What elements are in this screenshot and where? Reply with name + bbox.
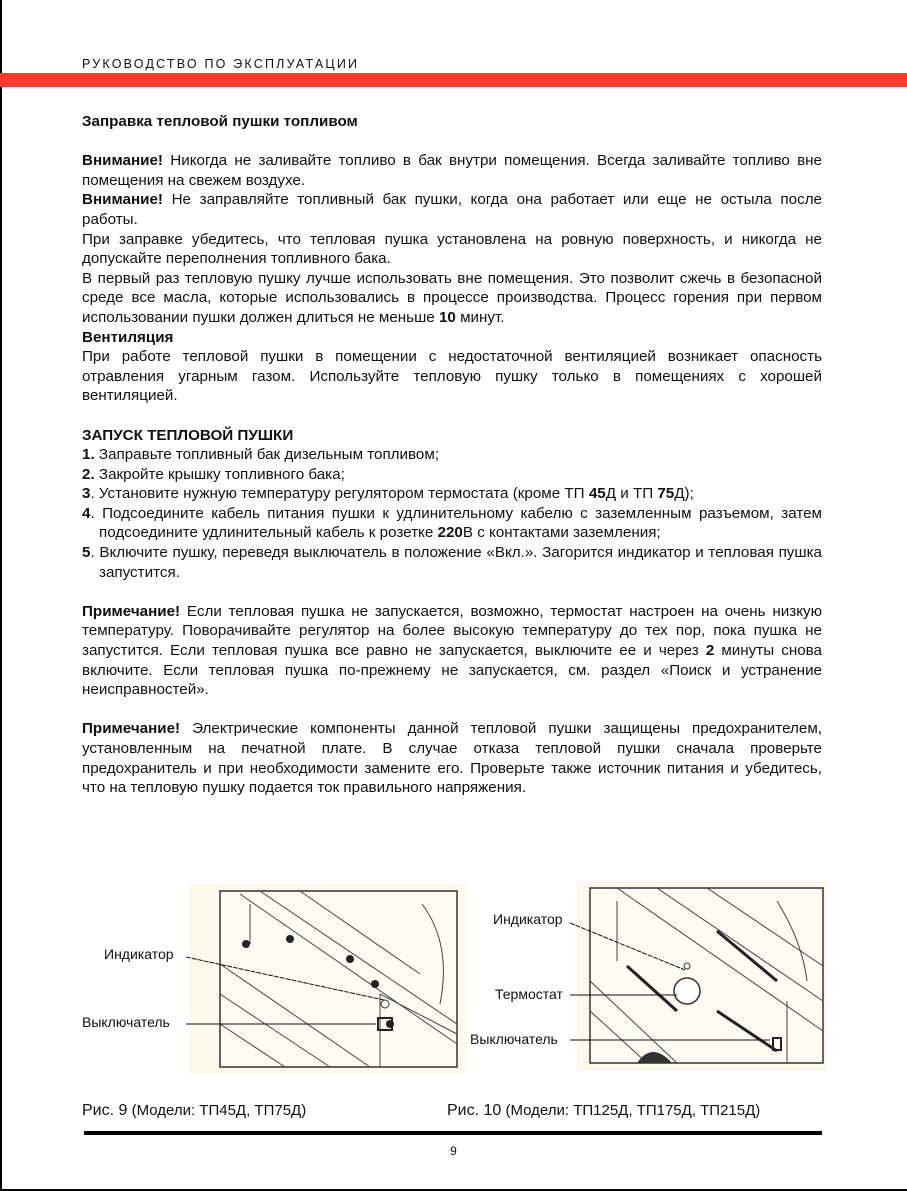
spacer [82, 132, 822, 152]
text: Д и ТП [605, 485, 658, 503]
text: При работе тепловой пушки в помещении с недостаточной вентиляцией возникает опасность отравления угарным газом. Используйте тепловую пушку только в помещениях с хорошей вентиляцией. [82, 348, 822, 405]
bold-text: 10 [438, 308, 456, 326]
list-item [82, 543, 822, 582]
spacer [82, 582, 822, 602]
text: Электрические компоненты данной тепловой пушки защищены предохранителем, установленным на печатной плате. В случае отказа тепловой пушки сначала проверьте предохранитель и при необходимости замените его. Проверьте также источник питания и убедитесь, что на тепловую пушку подается ток правильного напряжения. [82, 720, 822, 797]
page-body [82, 112, 822, 798]
caption-text: (Модели: ТП45Д, ТП75Д) [127, 1102, 307, 1119]
caption-text: (Модели: ТП125Д, ТП175Д, ТП215Д) [501, 1102, 761, 1119]
bold-text: Примечание! [82, 602, 181, 620]
label-indicator: Индикатор [104, 946, 174, 962]
text: Заправьте топливный бак дизельным топливом; [94, 446, 440, 464]
text: Закройте крышку топливного бака; [94, 465, 345, 483]
text: При заправке убедитесь, что тепловая пушка установлена на ровную поверхность, и никогда не допускайте переполнения топливного бака. [82, 230, 822, 268]
paragraph [82, 230, 822, 269]
text: В первый раз тепловую пушку лучше использовать вне помещения. Это позволит сжечь в безопасной среде все масла, которые использовались в процессе производства. Процесс горения при первом использовании пушки должен длиться не меньше [82, 269, 822, 326]
caption-number: Рис. 10 [447, 1102, 502, 1119]
page-left-border [0, 0, 2, 1191]
text: Никогда не заливайте топливо в бак внутри помещения. Всегда заливайте топливо вне помещения на свежем воздухе. [82, 152, 822, 189]
text: Если тепловая пушка не запускается, возможно, термостат настроен на очень низкую температуру. Поворачивайте регулятор на более высокую температуру до тех пор, пока пушка не запустится. Если тепловая пушка все равно не запускается, выключите ее и через [82, 602, 822, 660]
bold-text: Примечание! [82, 720, 181, 738]
spacer [82, 406, 822, 426]
bold-text: 220 [437, 524, 463, 542]
text: . Включите пушку, переведя выключатель в положение «Вкл.». Загорится индикатор и тепловая пушка запустится. [90, 544, 822, 581]
bold-text: 3 [82, 485, 91, 503]
bold-text: 1. [82, 446, 95, 464]
paragraph [82, 347, 822, 406]
label-thermostat: Термостат [495, 986, 563, 1002]
label-switch: Выключатель [82, 1014, 170, 1030]
figure-10-leader-lines [570, 915, 770, 1045]
paragraph [82, 190, 822, 229]
paragraph [82, 602, 822, 700]
bold-text: 2 [705, 642, 715, 660]
text: . Установите нужную температуру регулятором термостата (кроме ТП [90, 485, 589, 503]
spacer [82, 700, 822, 720]
text: минут. [455, 308, 505, 326]
list-item [82, 504, 822, 543]
list-item [82, 445, 822, 465]
label-switch: Выключатель [470, 1031, 558, 1047]
bold-text: 5 [82, 544, 91, 562]
text: . Подсоедините кабель питания пушки к удлинительному кабелю с заземленным разъемом, затем подсоедините удлинительный кабель к розетке [90, 504, 822, 542]
text: Не заправляйте топливный бак пушки, когда она работает или еще не остыла после работы. [82, 191, 822, 228]
list-item [82, 465, 822, 485]
bold-text: Внимание! [82, 152, 163, 170]
bold-text: 75 [657, 485, 675, 503]
section-heading [82, 426, 822, 446]
text: В с контактами заземления; [462, 524, 661, 542]
paragraph [82, 719, 822, 797]
footer-rule [84, 1131, 822, 1135]
label-indicator: Индикатор [493, 911, 563, 927]
page-number: 9 [450, 1144, 457, 1158]
paragraph [82, 151, 822, 190]
bold-text: ЗАПУСК ТЕПЛОВОЙ ПУШКИ [82, 426, 294, 444]
text: Д); [674, 485, 694, 503]
bold-text: Внимание! [82, 191, 163, 209]
bold-text: 4 [82, 504, 91, 522]
list-item [82, 484, 822, 504]
bold-text: Вентиляция [82, 328, 174, 346]
bold-text: Заправка тепловой пушки топливом [82, 113, 358, 130]
bold-text: 2. [82, 465, 95, 483]
figure-9-caption [82, 1102, 306, 1120]
header-red-bar [0, 73, 907, 87]
section-heading [82, 328, 822, 348]
caption-number: Рис. 9 [82, 1102, 128, 1119]
running-header: РУКОВОДСТВО ПО ЭКСПЛУАТАЦИИ [82, 57, 360, 71]
paragraph [82, 269, 822, 328]
figure-10-caption [447, 1102, 760, 1120]
figure-9-leader-lines [186, 940, 386, 1040]
text: минуты снова включите. Если тепловая пушка по-прежнему не запускается, см. раздел «Поиск и устранение неисправностей». [82, 642, 822, 699]
bold-text: 45 [588, 485, 606, 503]
section-heading [82, 112, 822, 132]
